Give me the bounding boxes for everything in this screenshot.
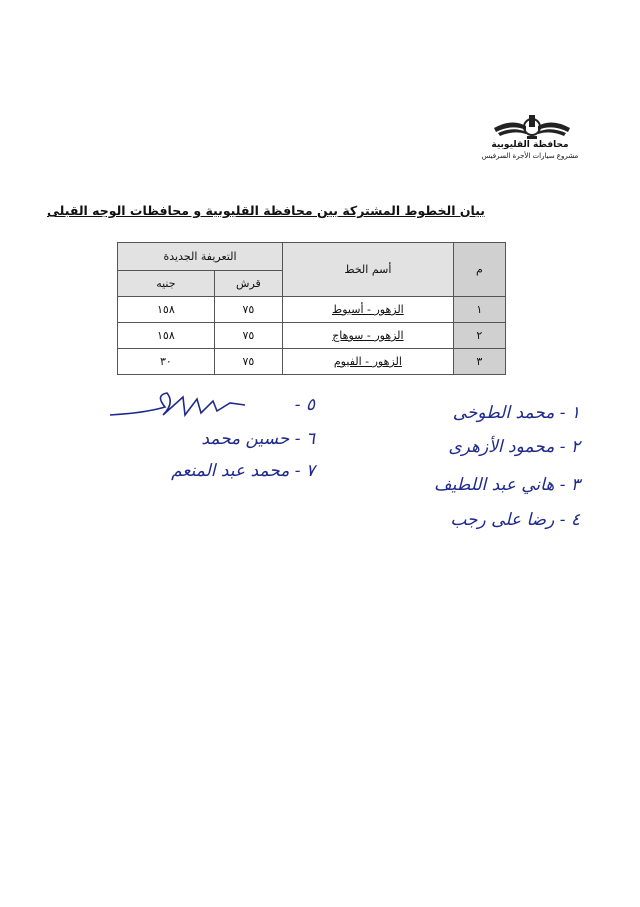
row-pound: ٣٠ [118, 349, 215, 375]
signature: ٥ - [294, 395, 315, 415]
winged-emblem-icon [492, 112, 572, 140]
header-piaster: قرش [214, 271, 282, 297]
header-new-tariff: التعريفة الجديدة [118, 243, 283, 271]
signature: ١ - محمد الطوخى [452, 403, 580, 423]
row-pound: ١٥٨ [118, 323, 215, 349]
signatures-left [105, 385, 315, 495]
signatures-right [380, 395, 580, 545]
signature-scribble-icon [105, 385, 275, 425]
row-piaster: ٧٥ [214, 349, 282, 375]
header-number: م [453, 243, 505, 297]
document-title: بيان الخطوط المشتركة بين محافظة القليوبية و محافظات الوجه القبلى [47, 203, 485, 218]
header-line-name: أسم الخط [283, 243, 454, 297]
row-piaster: ٧٥ [214, 323, 282, 349]
route-name: الزهور - سوهاج [283, 323, 454, 349]
signature: ٤ - رضا على رجب [450, 510, 580, 530]
signature: ٢ - محمود الأزهرى [448, 437, 580, 457]
row-number: ٣ [453, 349, 505, 375]
table-row [118, 297, 506, 323]
row-number: ١ [453, 297, 505, 323]
org-name: محافظة القليوبية [491, 140, 569, 150]
signature: ٧ - محمد عبد المنعم [171, 461, 315, 481]
route-name: الزهور - الفيوم [283, 349, 454, 375]
row-pound: ١٥٨ [118, 297, 215, 323]
row-piaster: ٧٥ [214, 297, 282, 323]
header-logo [470, 112, 590, 162]
table-row [118, 349, 506, 375]
signature: ٦ - حسين محمد [201, 429, 315, 449]
signature: ٣ - هاني عبد اللطيف [434, 475, 580, 495]
table-row [118, 323, 506, 349]
route-name: الزهور - أسيوط [283, 297, 454, 323]
row-number: ٢ [453, 323, 505, 349]
project-name: مشروع سيارات الأجرة السرفيس [481, 152, 579, 160]
routes-table [117, 242, 506, 375]
header-pound: جنيه [118, 271, 215, 297]
